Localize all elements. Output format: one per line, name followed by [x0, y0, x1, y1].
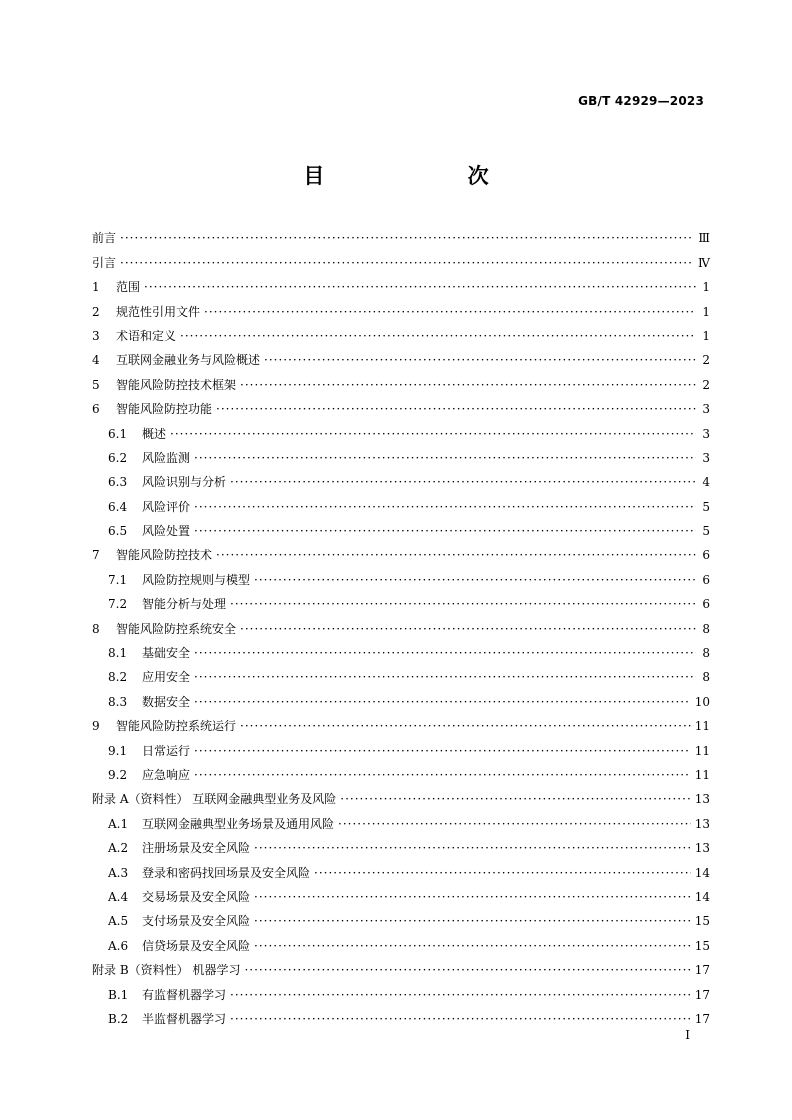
toc-entry-label: 有监督机器学习 — [142, 987, 227, 1002]
toc-entry-number: 6.5 — [108, 524, 128, 539]
dot-leader — [194, 446, 696, 470]
toc-entry-page: 3 — [702, 426, 710, 441]
toc-entry-number: 6 — [92, 402, 100, 417]
toc-entry[interactable] — [92, 1007, 710, 1031]
dot-leader — [194, 495, 696, 519]
toc-entry[interactable] — [92, 494, 710, 518]
toc-entry-page: 8 — [702, 621, 710, 636]
toc-entry[interactable] — [92, 226, 710, 250]
toc-entry-page: 11 — [694, 743, 710, 758]
toc-entry-page: 1 — [702, 304, 710, 319]
toc-entry-page: 14 — [694, 889, 710, 904]
toc-entry-page: 17 — [694, 963, 710, 978]
dot-leader — [338, 812, 691, 836]
toc-entry-page: 15 — [694, 914, 710, 929]
toc-entry[interactable] — [92, 641, 710, 665]
toc-entry-number: 8.1 — [108, 646, 128, 661]
toc-entry-number: 2 — [92, 304, 100, 319]
toc-entry[interactable] — [92, 446, 710, 470]
dot-leader — [144, 275, 696, 299]
toc-entry-page: 11 — [694, 719, 710, 734]
toc-entry-number: 7.2 — [108, 597, 128, 612]
toc-entry[interactable] — [92, 689, 710, 713]
dot-leader — [194, 690, 691, 714]
toc-entry-number: 5 — [92, 377, 100, 392]
toc-entry[interactable] — [92, 397, 710, 421]
toc-entry-number: 1 — [92, 280, 100, 295]
dot-leader — [254, 568, 696, 592]
toc-entry-page: 17 — [694, 987, 710, 1002]
dot-leader — [314, 861, 691, 885]
toc-entry-label: 规范性引用文件 — [116, 304, 201, 319]
toc-entry[interactable] — [92, 909, 710, 933]
dot-leader — [230, 1007, 691, 1031]
dot-leader — [254, 909, 691, 933]
toc-entry-label: 附录 B（资料性） 机器学习 — [92, 963, 241, 978]
page-number: I — [685, 1028, 690, 1042]
toc-entry-number: B.2 — [108, 1011, 129, 1026]
toc-entry-label: 风险识别与分析 — [142, 475, 227, 490]
toc-entry-label: 半监督机器学习 — [142, 1011, 227, 1026]
toc-entry-label: 日常运行 — [142, 743, 191, 758]
toc-entry-label: 交易场景及安全风险 — [142, 889, 251, 904]
toc-entry-page: 17 — [694, 1011, 710, 1026]
toc-entry-label: 风险处置 — [142, 524, 191, 539]
dot-leader — [194, 519, 696, 543]
toc-entry-label: 互联网金融业务与风险概述 — [116, 353, 261, 368]
toc-entry-label: 信贷场景及安全风险 — [142, 938, 251, 953]
dot-leader — [230, 592, 696, 616]
dot-leader — [120, 226, 694, 250]
toc-entry-page: 8 — [702, 646, 710, 661]
toc-entry-label: 附录 A（资料性） 互联网金融典型业务及风险 — [92, 792, 337, 807]
toc-entry-number: 8.3 — [108, 694, 128, 709]
dot-leader — [340, 787, 690, 811]
toc-entry-number: 8 — [92, 621, 100, 636]
dot-leader — [216, 543, 696, 567]
toc-entry-label: 智能风险防控技术 — [116, 548, 213, 563]
toc-entry-label: 风险监测 — [142, 450, 191, 465]
toc-entry-number: 9 — [92, 719, 100, 734]
toc-entry[interactable] — [92, 616, 710, 640]
toc-entry-label: 术语和定义 — [116, 328, 177, 343]
toc-entry-page: 2 — [702, 353, 710, 368]
toc-entry[interactable] — [92, 592, 710, 616]
toc-entry-label: 智能分析与处理 — [142, 597, 227, 612]
toc-entry[interactable] — [92, 958, 710, 982]
toc-entry-number: 7.1 — [108, 572, 128, 587]
toc-entry-label: 互联网金融典型业务场景及通用风险 — [142, 816, 335, 831]
toc-entry-page: Ⅳ — [698, 255, 710, 270]
dot-leader — [216, 397, 696, 421]
dot-leader — [120, 251, 694, 275]
toc-entry-number: A.2 — [108, 841, 129, 856]
toc-entry[interactable] — [92, 763, 710, 787]
toc-entry[interactable] — [92, 811, 710, 835]
dot-leader — [194, 641, 696, 665]
toc-entry[interactable] — [92, 836, 710, 860]
dot-leader — [194, 665, 696, 689]
toc-entry[interactable] — [92, 714, 710, 738]
dot-leader — [194, 739, 691, 763]
toc-entry-page: 1 — [702, 328, 710, 343]
table-of-contents — [92, 226, 710, 1031]
toc-entry-number: B.1 — [108, 987, 129, 1002]
toc-entry-page: 11 — [694, 767, 710, 782]
toc-entry-page: 6 — [702, 597, 710, 612]
toc-entry-label: 范围 — [116, 280, 141, 295]
toc-entry-page: 8 — [702, 670, 710, 685]
toc-entry-label: 应用安全 — [142, 670, 191, 685]
toc-entry-number: 6.2 — [108, 450, 128, 465]
toc-entry-number: 9.1 — [108, 743, 128, 758]
dot-leader — [240, 617, 696, 641]
toc-entry[interactable] — [92, 738, 710, 762]
toc-entry-label: 智能风险防控系统安全 — [116, 621, 237, 636]
toc-entry-number: 6.3 — [108, 475, 128, 490]
toc-entry-number: 6.1 — [108, 426, 128, 441]
toc-entry-page: 13 — [694, 792, 710, 807]
toc-entry[interactable] — [92, 470, 710, 494]
toc-entry-number: 9.2 — [108, 767, 128, 782]
toc-entry-label: 基础安全 — [142, 646, 191, 661]
toc-entry-label: 智能风险防控系统运行 — [116, 719, 237, 734]
toc-entry[interactable] — [92, 275, 710, 299]
toc-entry-label: 风险防控规则与模型 — [142, 572, 251, 587]
toc-entry[interactable] — [92, 324, 710, 348]
toc-entry-number: A.1 — [108, 816, 129, 831]
toc-entry-number: 6.4 — [108, 499, 128, 514]
dot-leader — [264, 348, 696, 372]
toc-entry[interactable] — [92, 885, 710, 909]
toc-entry[interactable] — [92, 250, 710, 274]
toc-entry-page: 5 — [702, 524, 710, 539]
toc-entry[interactable] — [92, 787, 710, 811]
toc-entry-number: A.4 — [108, 889, 129, 904]
toc-entry-label: 注册场景及安全风险 — [142, 841, 251, 856]
dot-leader — [170, 422, 696, 446]
toc-entry-page: 3 — [702, 450, 710, 465]
dot-leader — [244, 958, 690, 982]
toc-entry-page: 6 — [702, 572, 710, 587]
toc-entry-number: 8.2 — [108, 670, 128, 685]
toc-entry-label: 数据安全 — [142, 694, 191, 709]
dot-leader — [230, 470, 696, 494]
toc-entry-page: 4 — [702, 475, 710, 490]
toc-entry[interactable] — [92, 860, 710, 884]
toc-entry-label: 风险评价 — [142, 499, 191, 514]
toc-entry[interactable] — [92, 348, 710, 372]
toc-entry-page: 15 — [694, 938, 710, 953]
toc-entry[interactable] — [92, 372, 710, 396]
toc-entry-label: 前言 — [92, 231, 117, 246]
dot-leader — [254, 885, 691, 909]
dot-leader — [230, 983, 691, 1007]
dot-leader — [254, 934, 691, 958]
toc-entry-number: A.3 — [108, 865, 129, 880]
toc-entry[interactable] — [92, 543, 710, 567]
toc-entry[interactable] — [92, 299, 710, 323]
toc-entry[interactable] — [92, 519, 710, 543]
toc-entry-page: 13 — [694, 841, 710, 856]
dot-leader — [240, 714, 691, 738]
toc-entry[interactable] — [92, 665, 710, 689]
toc-entry-number: 3 — [92, 328, 100, 343]
toc-entry[interactable] — [92, 567, 710, 591]
toc-entry-page: Ⅲ — [698, 231, 710, 246]
toc-entry-label: 引言 — [92, 255, 117, 270]
toc-entry-page: 10 — [694, 694, 710, 709]
dot-leader — [240, 373, 696, 397]
toc-entry-page: 2 — [702, 377, 710, 392]
toc-entry-label: 应急响应 — [142, 767, 191, 782]
toc-entry-number: A.5 — [108, 914, 129, 929]
toc-entry[interactable] — [92, 421, 710, 445]
page-title: 目 次 — [303, 164, 537, 188]
dot-leader — [204, 300, 696, 324]
toc-entry-number: A.6 — [108, 938, 129, 953]
toc-entry-page: 6 — [702, 548, 710, 563]
toc-entry-page: 1 — [702, 280, 710, 295]
toc-entry-number: 4 — [92, 353, 100, 368]
toc-entry-page: 3 — [702, 402, 710, 417]
toc-entry-number: 7 — [92, 548, 100, 563]
toc-entry-label: 登录和密码找回场景及安全风险 — [142, 865, 311, 880]
toc-entry-page: 14 — [694, 865, 710, 880]
toc-entry-label: 智能风险防控技术框架 — [116, 377, 237, 392]
standard-code: GB/T 42929—2023 — [578, 94, 704, 108]
dot-leader — [254, 836, 691, 860]
toc-entry-label: 支付场景及安全风险 — [142, 914, 251, 929]
toc-entry-page: 13 — [694, 816, 710, 831]
toc-entry[interactable] — [92, 982, 710, 1006]
dot-leader — [180, 324, 696, 348]
toc-entry[interactable] — [92, 933, 710, 957]
toc-entry-label: 概述 — [142, 426, 167, 441]
toc-entry-page: 5 — [702, 499, 710, 514]
dot-leader — [194, 763, 691, 787]
toc-entry-label: 智能风险防控功能 — [116, 402, 213, 417]
